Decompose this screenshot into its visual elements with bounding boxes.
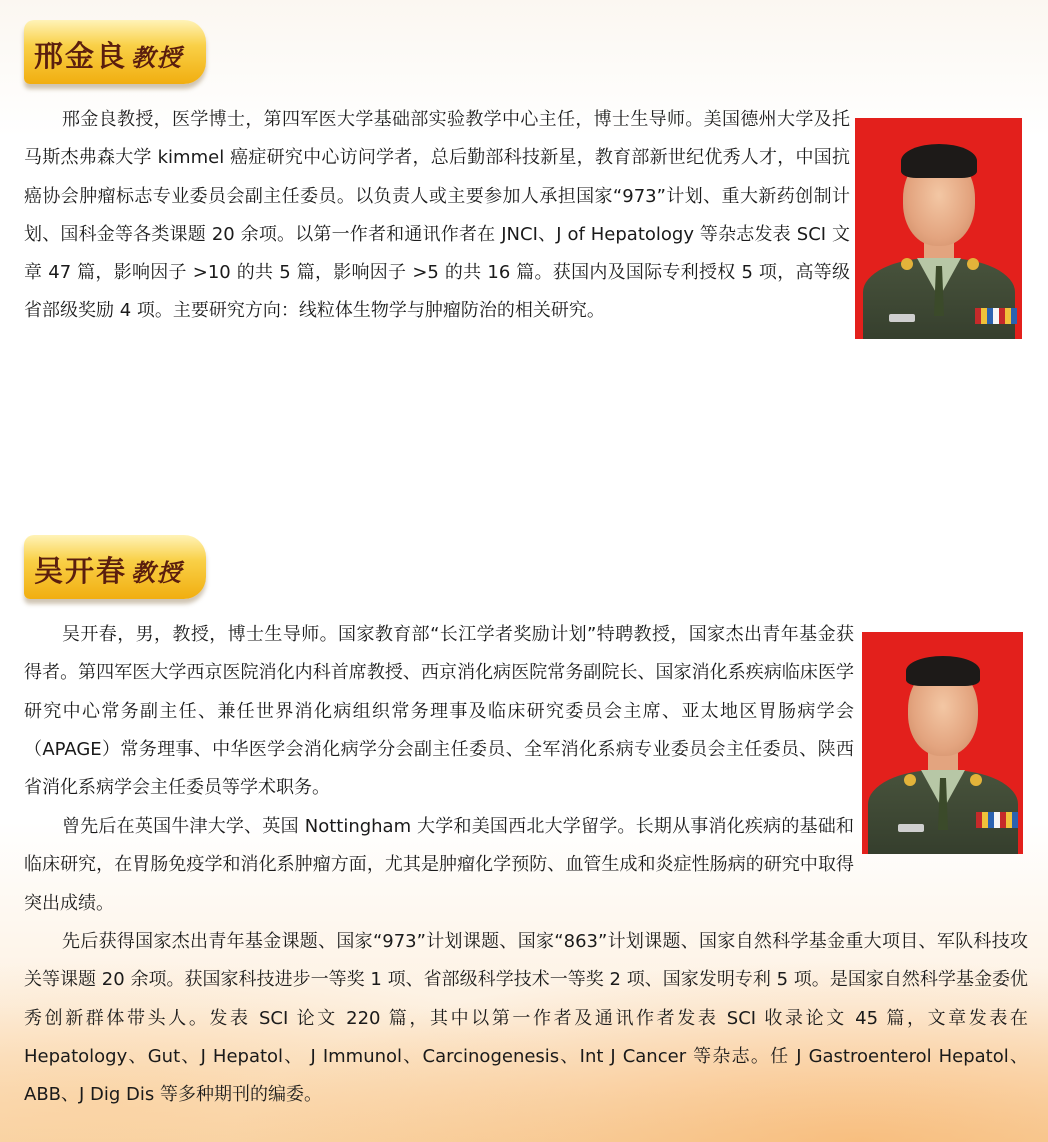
section-title	[34, 549, 183, 590]
section-title	[34, 34, 183, 75]
bio-paragraph: 先后获得国家杰出青年基金课题、国家“973”计划课题、国家“863”计划课题、国家自然科学基金重大项目、军队科技攻关等课题 20 余项。获国家科技进步一等奖 1 项、省部级科学技术一等奖 2 项、国家发明专利 5 项。是国家自然科学基金委优秀创新群体带头人。发表 SCI 论文 220 篇，其中以第一作者及通讯作者发表 SCI 收录论文 45 篇，文章发表在 Hepatology、Gut、J Hepatol、 J Immunol、Carcinogenesis、Int J Cancer 等杂志。任 J Gastroenterol Hepatol、ABB、J Dig Dis 等多种期刊的编委。	[24, 931, 1028, 1106]
professor-name: 吴开春	[34, 554, 128, 588]
bio-paragraph: 邢金良教授，医学博士，第四军医大学基础部实验教学中心主任，博士生导师。美国德州大学及托马斯杰弗森大学 kimmel 癌症研究中心访问学者，总后勤部科技新星，教育部新世纪优秀人才，中国抗癌协会肿瘤标志专业委员会副主任委员。以负责人或主要参加人承担国家“973”计划、重大新药创制计划、国科金等各类课题 20 余项。以第一作者和通讯作者在 JNCI、J of Hepatology 等杂志发表 SCI 文章 47 篇，影响因子 >10 的共 5 篇，影响因子 >5 的共 16 篇。获国内及国际专利授权 5 项，高等级省部级奖励 4 项。主要研究方向：线粒体生物学与肿瘤防治的相关研究。	[24, 109, 850, 322]
name-banner-xing	[24, 20, 206, 84]
portrait-photo-wu	[862, 632, 1023, 854]
bio-paragraph: 吴开春，男，教授，博士生导师。国家教育部“长江学者奖励计划”特聘教授，国家杰出青年基金获得者。第四军医大学西京医院消化内科首席教授、西京消化病医院常务副院长、国家消化系疾病临床医学研究中心常务副主任、兼任世界消化病组织常务理事及临床研究委员会主席、亚太地区胃肠病学会（APAGE）常务理事、中华医学会消化病学分会副主任委员、全军消化系病专业委员会主任委员、陕西省消化系病学会主任委员等学术职务。	[24, 624, 854, 799]
title-suffix: 教授	[131, 43, 184, 72]
title-suffix: 教授	[131, 558, 184, 587]
name-banner-wu	[24, 535, 206, 599]
portrait-photo-xing	[855, 118, 1022, 339]
bio-paragraph: 曾先后在英国牛津大学、英国 Nottingham 大学和美国西北大学留学。长期从事消化疾病的基础和临床研究，在胃肠免疫学和消化系肿瘤方面，尤其是肿瘤化学预防、血管生成和炎症性肠病的研究中取得突出成绩。	[24, 816, 854, 914]
professor-name: 邢金良	[34, 39, 128, 73]
